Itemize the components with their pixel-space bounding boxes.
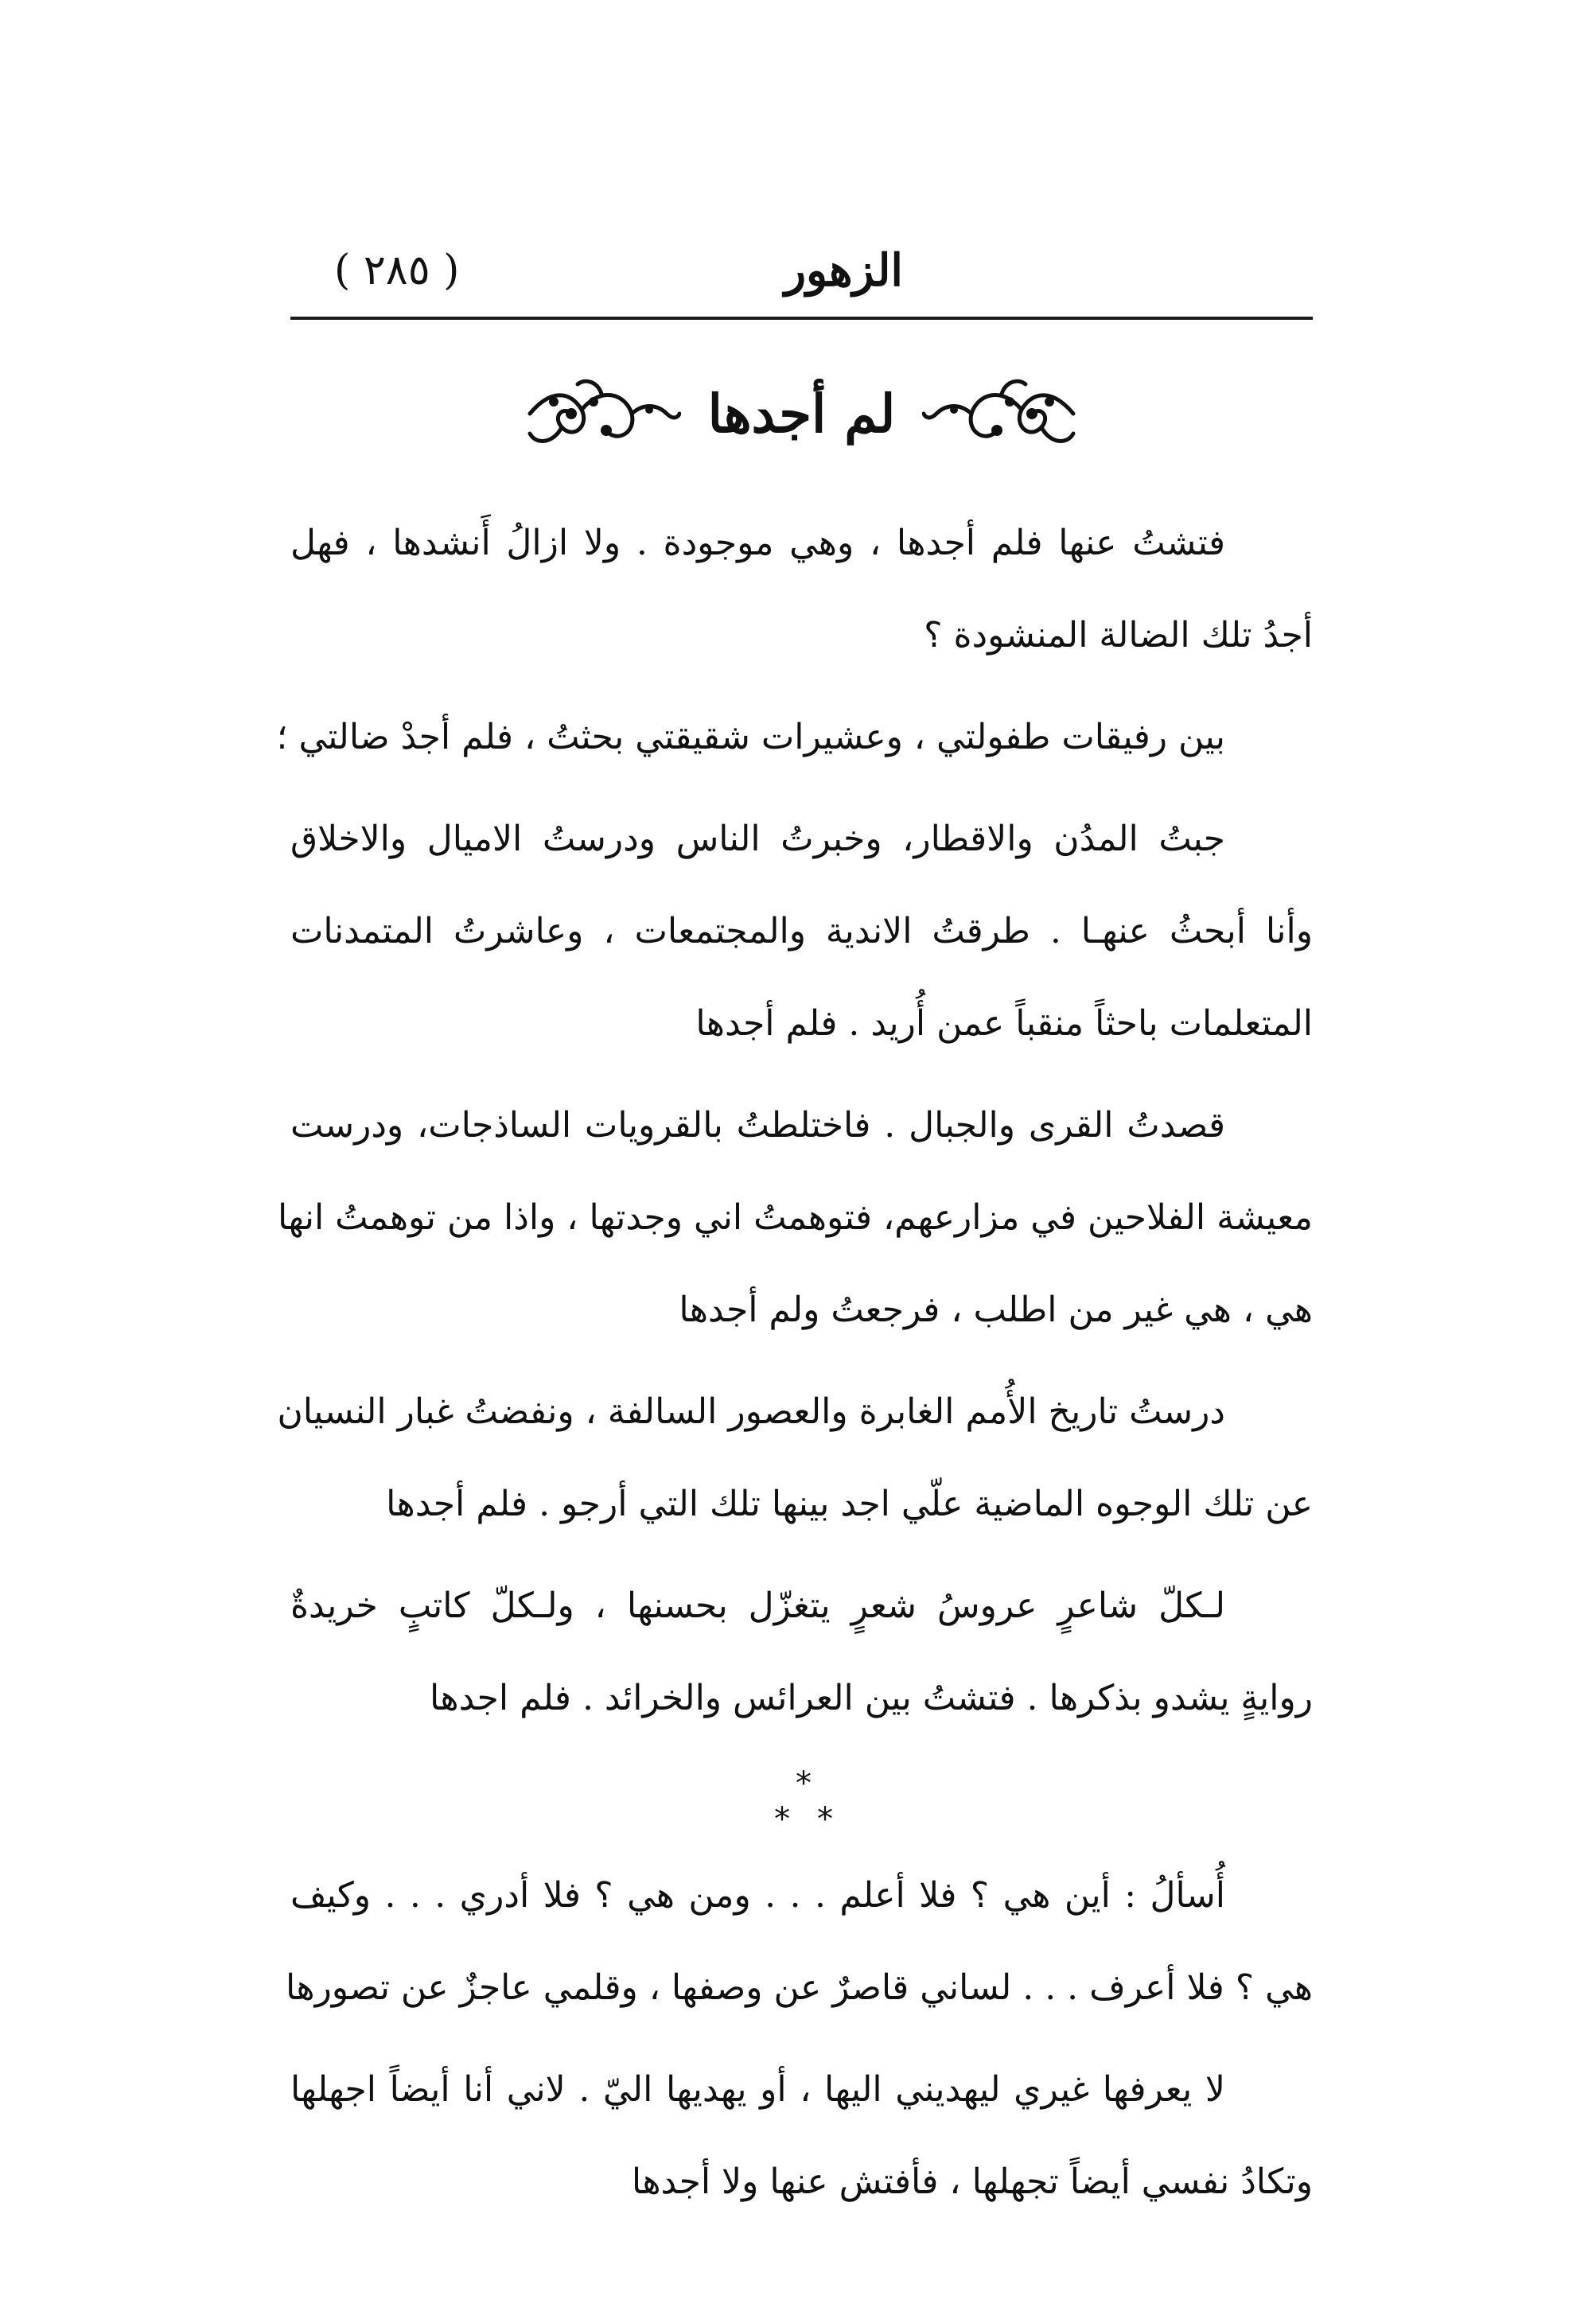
text-line: بين رفيقات طفولتي ، وعشيرات شقيقتي بحثتُ ، فلم أجدْ ضالتي ؛ (276, 717, 1225, 757)
text-line: هي ؟ فلا أعرف . . . لساني قاصرٌ عن وصفها ، وقلمي عاجزٌ عن تصورها (285, 1967, 1313, 2008)
text-line: لا يعرفها غيري ليهديني اليها ، أو يهديها اليّ . لاني أنا أيضاً اجهلها (290, 2069, 1225, 2110)
running-header (290, 239, 1313, 302)
paragraph (277, 1366, 1313, 1550)
svg-text:*: * (796, 1765, 812, 1802)
paragraph (290, 2044, 1313, 2228)
paragraph (290, 793, 1313, 1070)
body-text (276, 497, 1313, 2238)
text-line: هي ، هي غير من اطلب ، فرجعتُ ولم أجدها (679, 1290, 1313, 1330)
text-line: جبتُ المدُن والاقطار، وخبرتُ الناس ودرستُ الاميال والاخلاق (290, 819, 1225, 859)
section-heading (290, 358, 1313, 469)
paragraph (278, 1080, 1313, 1356)
text-line: أُسألُ : أين هي ؟ فلا أعلم . . . ومن هي ؟ فلا أدري . . . وكيف (290, 1875, 1225, 1916)
asterism-icon (760, 1762, 847, 1842)
text-line: أجدُ تلك الضالة المنشودة ؟ (924, 615, 1313, 656)
text-line: لـكلّ شاعرٍ عروسُ شعرٍ يتغزّل بحسنها ، ولـكلّ كاتبٍ خريدةٌ (290, 1585, 1225, 1626)
text-line: المتعلمات باحثاً منقباً عمن أُريد . فلم أجدها (695, 1003, 1313, 1044)
paragraph (290, 1560, 1313, 1745)
text-line: وأنا أبحثُ عنهـا . طرقتُ الاندية والمجتمعات ، وعاشرتُ المتمدنات (290, 911, 1313, 951)
text-line: درستُ تاريخ الأُمم الغابرة والعصور السالفة ، ونفضتُ غبار النسيان (277, 1391, 1225, 1432)
text-line: فتشتُ عنها فلم أجدها ، وهي موجودة . ولا ازالُ أَنشدها ، فهل (290, 523, 1225, 563)
floral-ornament-icon (922, 370, 1081, 457)
svg-text:*: * (817, 1801, 833, 1838)
header-rule (290, 317, 1313, 320)
text-line: وتكادُ نفسي أيضاً تجهلها ، فأفتش عنها ولا أجدها (631, 2161, 1313, 2202)
section-heading-text: لم أجدها (707, 383, 896, 445)
paragraph (276, 691, 1313, 784)
running-header-title: الزهور (784, 244, 903, 297)
text-line: قصدتُ القرى والجبال . فاختلطتُ بالقرويات الساذجات، ودرست (290, 1105, 1225, 1146)
text-line: عن تلك الوجوه الماضية علّي اجد بينها تلك التي أرجو . فلم أجدها (386, 1484, 1313, 1524)
svg-text:*: * (774, 1801, 790, 1838)
text-line: روايةٍ يشدو بذكرها . فتشتُ بين العرائس والخرائد . فلم اجدها (429, 1678, 1313, 1718)
section-break (290, 1754, 1313, 1850)
floral-ornament-icon (522, 370, 681, 457)
paragraph (290, 497, 1313, 682)
paragraph (285, 1850, 1313, 2034)
page-number: ( ٢٨٥ ) (334, 247, 460, 294)
text-line: معيشة الفلاحين في مزارعهم، فتوهمتُ اني وجدتها ، واذا من توهمتُ انها (278, 1197, 1313, 1238)
